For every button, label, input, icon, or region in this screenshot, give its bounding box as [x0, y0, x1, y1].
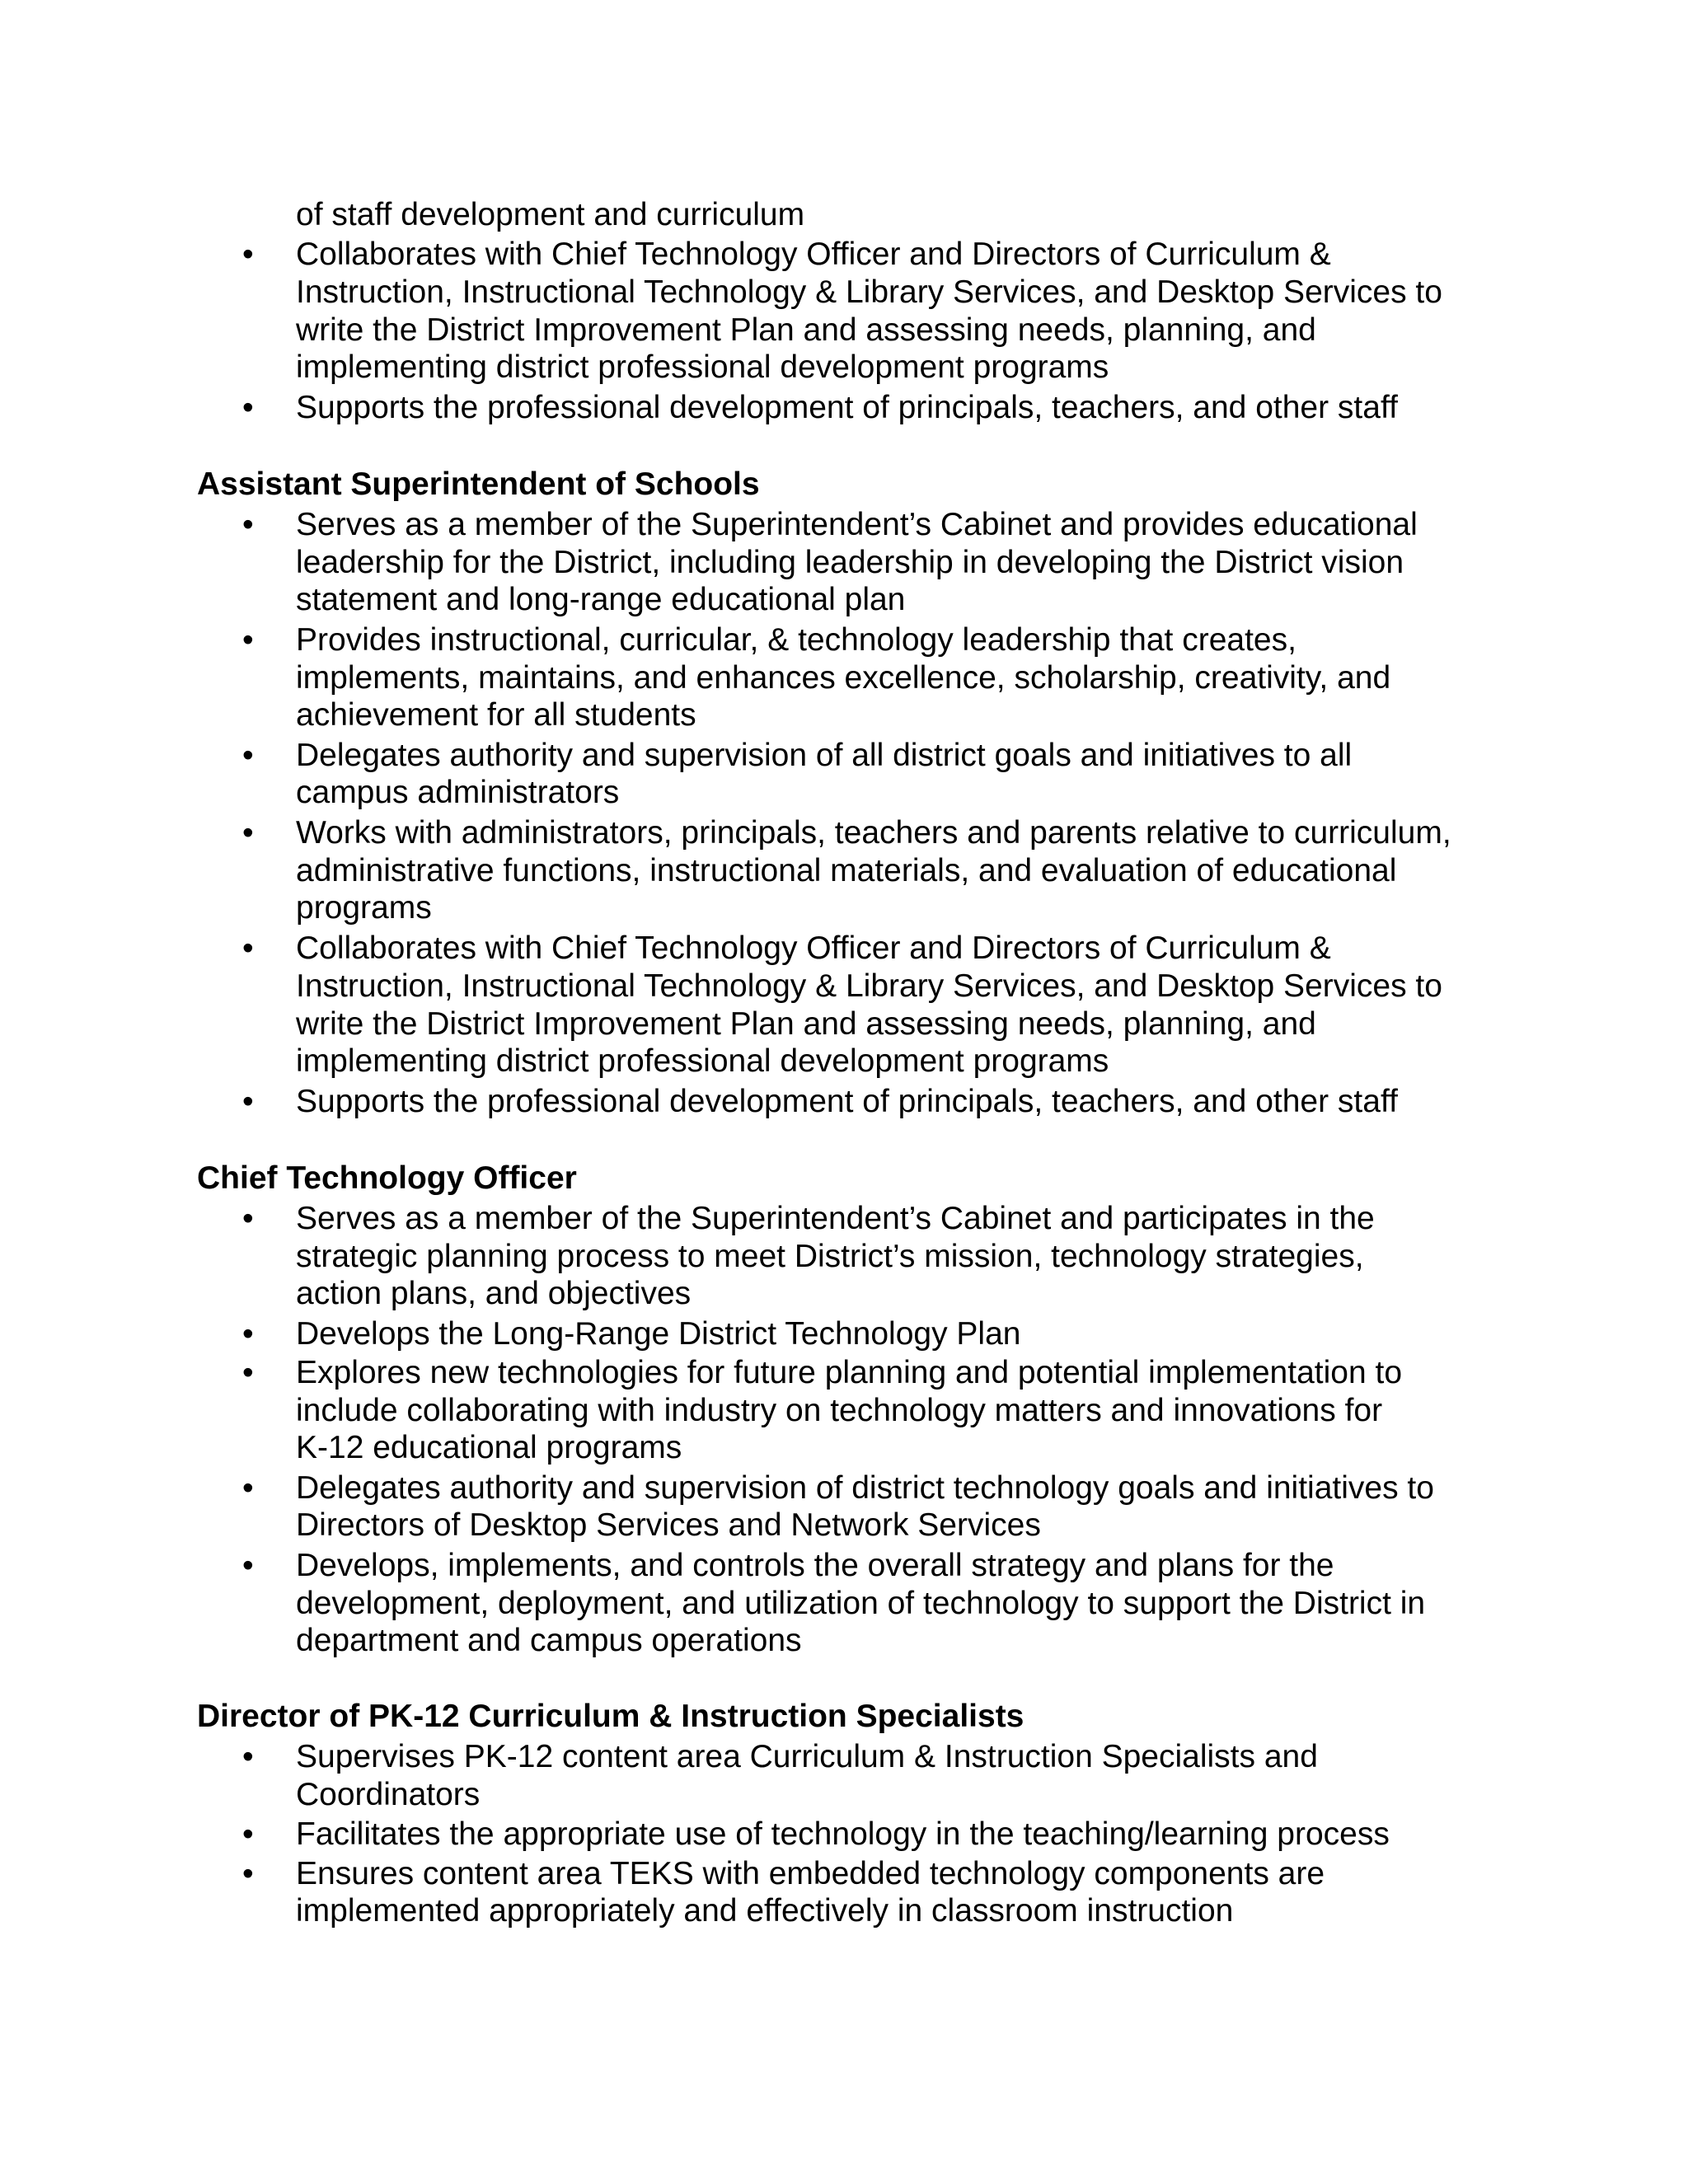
list-item-text: administrative functions, instructional materials, and evaluation of educational [296, 853, 1397, 888]
bullet-icon: • [242, 1316, 254, 1352]
list-item-text: Supports the professional development of principals, teachers, and other staff [296, 390, 1398, 425]
list-item-text: Facilitates the appropriate use of technology in the teaching/learning process [296, 1816, 1390, 1852]
bullet-icon: • [242, 815, 254, 851]
list-item-text: Delegates authority and supervision of district technology goals and initiatives to [296, 1470, 1434, 1506]
list-item-text: campus administrators [296, 775, 620, 810]
list-item-text: implemented appropriately and effectively in classroom instruction [296, 1893, 1234, 1929]
bullet-icon: • [242, 1355, 254, 1390]
list-item-text: strategic planning process to meet District’s mission, technology strategies, [296, 1239, 1364, 1274]
bullet-icon: • [242, 390, 254, 425]
bullet-icon: • [242, 738, 254, 773]
list-item-text: Develops, implements, and controls the overall strategy and plans for the [296, 1548, 1334, 1583]
list-item-text: Collaborates with Chief Technology Officer and Directors of Curriculum & [296, 237, 1331, 272]
list-item-text: Directors of Desktop Services and Network Services [296, 1507, 1041, 1543]
section-heading: Director of PK-12 Curriculum & Instruction Specialists [197, 1699, 1025, 1734]
list-item-text: achievement for all students [296, 697, 696, 733]
bullet-icon: • [242, 1470, 254, 1506]
list-item-text: Ensures content area TEKS with embedded technology components are [296, 1856, 1325, 1891]
bullet-icon: • [242, 507, 254, 542]
list-item-text: implements, maintains, and enhances excellence, scholarship, creativity, and [296, 660, 1391, 696]
list-item-text: Instruction, Instructional Technology & Library Services, and Desktop Services to [296, 274, 1442, 310]
list-item-text: Instruction, Instructional Technology & Library Services, and Desktop Services to [296, 968, 1442, 1004]
bullet-icon: • [242, 1856, 254, 1891]
section-heading: Assistant Superintendent of Schools [197, 466, 760, 502]
list-item-text: Supports the professional development of principals, teachers, and other staff [296, 1084, 1398, 1119]
bullet-icon: • [242, 1201, 254, 1236]
list-item-text: Works with administrators, principals, teachers and parents relative to curriculum, [296, 815, 1451, 851]
list-item-text: department and campus operations [296, 1623, 802, 1658]
list-item-text: Explores new technologies for future planning and potential implementation to [296, 1355, 1403, 1390]
list-item-text: write the District Improvement Plan and assessing needs, planning, and [296, 1006, 1316, 1042]
bullet-icon: • [242, 622, 254, 658]
list-item-text: Delegates authority and supervision of all district goals and initiatives to all [296, 738, 1353, 773]
list-item-text: development, deployment, and utilization of technology to support the District in [296, 1586, 1426, 1621]
list-item-text: K-12 educational programs [296, 1430, 682, 1465]
list-item-text: of staff development and curriculum [296, 197, 805, 232]
section-heading: Chief Technology Officer [197, 1160, 577, 1196]
bullet-icon: • [242, 1739, 254, 1774]
list-item-text: implementing district professional development programs [296, 1043, 1109, 1079]
list-item-text: statement and long-range educational plan [296, 582, 906, 617]
list-item-text: leadership for the District, including leadership in developing the District vision [296, 545, 1404, 580]
list-item-text: programs [296, 890, 432, 926]
list-item-text: include collaborating with industry on technology matters and innovations for [296, 1393, 1383, 1428]
bullet-icon: • [242, 1816, 254, 1852]
list-item-text: Serves as a member of the Superintendent’s Cabinet and provides educational [296, 507, 1418, 542]
bullet-icon: • [242, 237, 254, 272]
list-item-text: Provides instructional, curricular, & technology leadership that creates, [296, 622, 1296, 658]
bullet-icon: • [242, 1084, 254, 1119]
list-item-text: Supervises PK-12 content area Curriculum & Instruction Specialists and [296, 1739, 1318, 1774]
list-item-text: Coordinators [296, 1777, 481, 1812]
list-item-text: Develops the Long-Range District Technology Plan [296, 1316, 1021, 1352]
bullet-icon: • [242, 930, 254, 966]
list-item-text: Collaborates with Chief Technology Officer and Directors of Curriculum & [296, 930, 1331, 966]
list-item-text: implementing district professional development programs [296, 349, 1109, 385]
list-item-text: Serves as a member of the Superintendent’s Cabinet and participates in the [296, 1201, 1375, 1236]
bullet-icon: • [242, 1548, 254, 1583]
list-item-text: write the District Improvement Plan and assessing needs, planning, and [296, 312, 1316, 348]
list-item-text: action plans, and objectives [296, 1276, 692, 1311]
